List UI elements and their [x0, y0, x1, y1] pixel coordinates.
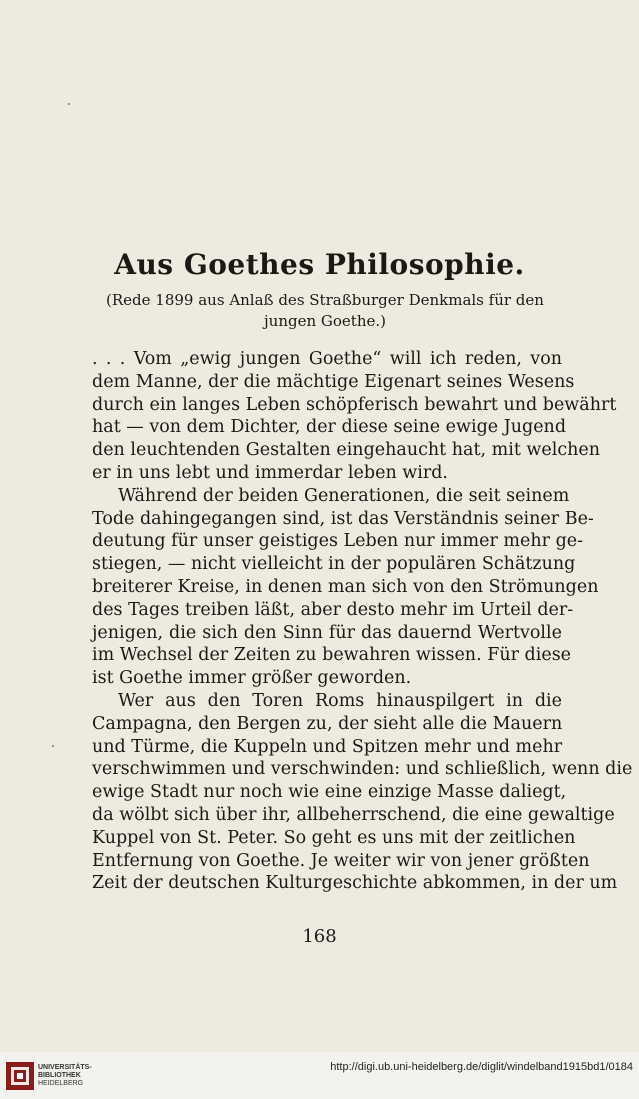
text-line: Zeit der deutschen Kulturgeschichte abkommen, in der um	[92, 873, 618, 894]
text-line: durch ein langes Leben schöpferisch bewahrt und bewährt	[92, 394, 617, 415]
text-line: deutung für unser geistiges Leben nur immer mehr ge-	[92, 531, 584, 552]
text-line: breiterer Kreise, in denen man sich von den Strömungen	[92, 576, 599, 597]
text-line: ist Goethe immer größer geworden.	[92, 668, 412, 689]
text-line: Während der beiden Generationen, die seit seinem	[118, 485, 570, 506]
page-title: Aus Goethes Philosophie.	[114, 248, 525, 281]
university-library-logo-icon	[6, 1062, 34, 1090]
text-line: dem Manne, der die mächtige Eigenart seines Wesens	[92, 371, 575, 392]
page-number: 168	[302, 926, 337, 947]
page-subtitle: (Rede 1899 aus Anlaß des Straßburger Denkmals für den jungen Goethe.)	[106, 291, 544, 330]
viewer-footer	[0, 1052, 639, 1099]
library-name-line: HEIDELBERG	[38, 1080, 84, 1087]
scan-speck	[52, 745, 54, 747]
text-line: er in uns lebt und immerdar leben wird.	[92, 462, 448, 483]
text-line: . . . Vom „ewig jungen Goethe“ will ich reden, von	[92, 349, 562, 369]
text-line: Campagna, den Bergen zu, der sieht alle die Mauern	[92, 713, 563, 734]
text-line: da wölbt sich über ihr, allbeherrschend, die eine gewaltige	[92, 804, 615, 825]
library-name-line: UNIVERSITÄTS-	[38, 1064, 92, 1071]
library-name-line: BIBLIOTHEK	[38, 1072, 81, 1079]
text-line: den leuchtenden Gestalten eingehaucht hat, mit welchen	[92, 440, 601, 461]
text-line: stiegen, — nicht vielleicht in der populären Schätzung	[92, 554, 576, 575]
text-line: ewige Stadt nur noch wie eine einzige Masse daliegt,	[92, 782, 567, 803]
text-line: Kuppel von St. Peter. So geht es uns mit der zeitlichen	[92, 827, 576, 848]
text-line: und Türme, die Kuppeln und Spitzen mehr und mehr	[92, 736, 563, 757]
permalink-url[interactable]: http://digi.ub.uni-heidelberg.de/diglit/windelband1915bd1/0184	[330, 1061, 633, 1073]
library-name	[38, 1064, 92, 1088]
scan-speck	[68, 103, 70, 105]
text-line: Entfernung von Goethe. Je weiter wir von jener größten	[92, 850, 590, 871]
text-line: im Wechsel der Zeiten zu bewahren wissen. Für diese	[92, 645, 572, 666]
text-line: hat — von dem Dichter, der diese seine ewige Jugend	[92, 417, 567, 438]
text-line: verschwimmen und verschwinden: und schließlich, wenn die	[92, 759, 633, 780]
body-text	[92, 348, 633, 895]
text-line: des Tages treiben läßt, aber desto mehr im Urteil der-	[92, 599, 574, 620]
text-line: Wer aus den Toren Roms hinauspilgert in die	[118, 690, 562, 711]
text-line: Tode dahingegangen sind, ist das Verständnis seiner Be-	[92, 508, 594, 529]
text-line: jenigen, die sich den Sinn für das dauernd Wertvolle	[92, 622, 562, 643]
